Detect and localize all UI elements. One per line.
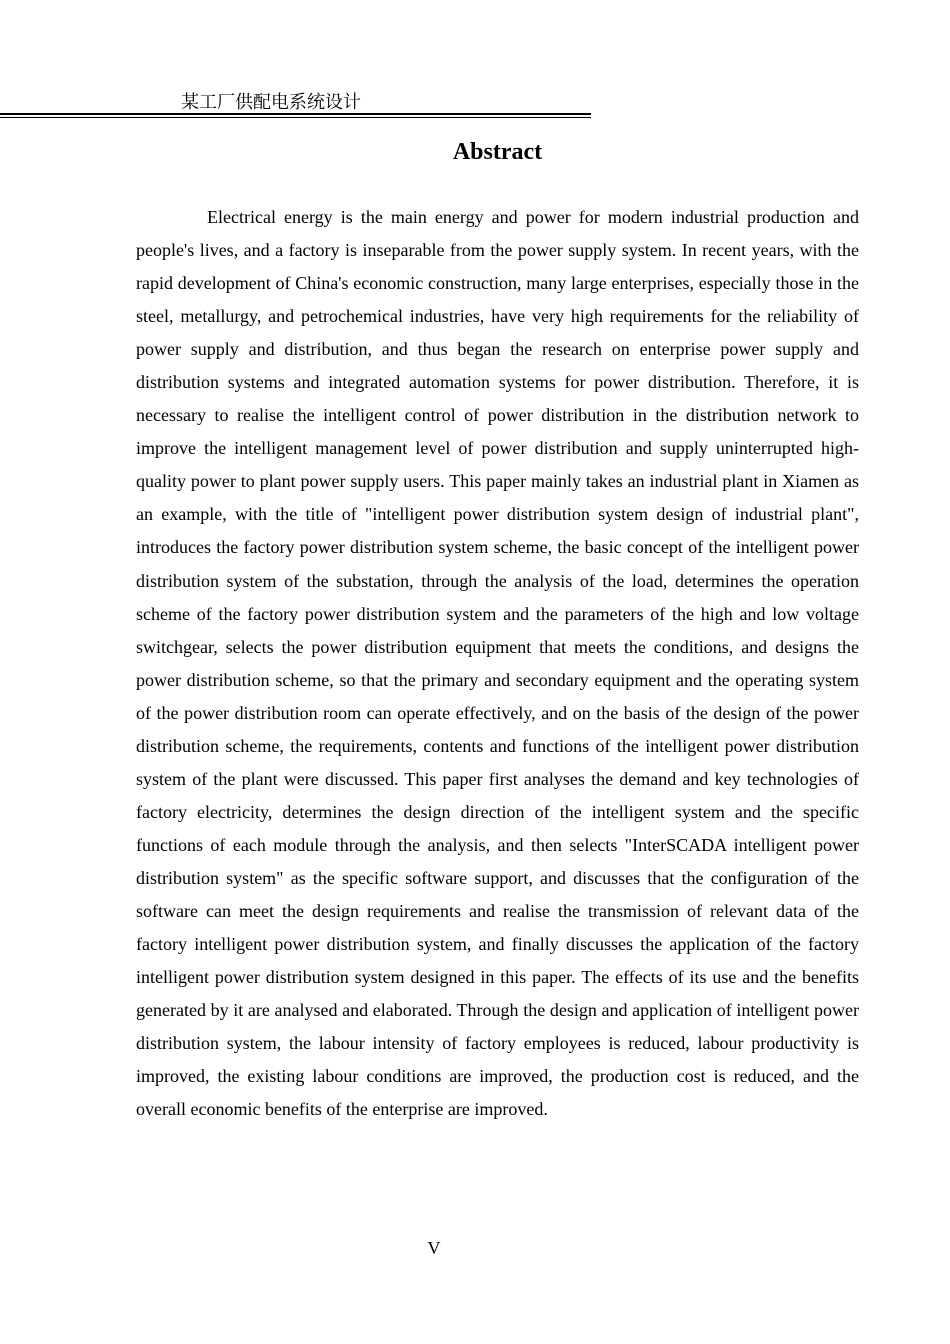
abstract-body: Electrical energy is the main energy and power for modern industrial production and people's lives, and a factory is inseparable from the power supply system. In recent years, with the rapid development of China's economic construction, many large enterprises, especially those in the steel, metallurgy, and petrochemical industries, have very high requirements for the reliability of power supply and distribution, and thus began the research on enterprise power supply and distribution systems and integrated automation systems for power distribution. Therefore, it is necessary to realise the intelligent control of power distribution in the distribution network to improve the intelligent management level of power distribution and supply uninterrupted high-quality power to plant power supply users. This paper mainly takes an industrial plant in Xiamen as an example, with the title of "intelligent power distribution system design of industrial plant", introduces the factory power distribution system scheme, the basic concept of the intelligent power distribution system of the substation, through the analysis of the load, determines the operation scheme of the factory power distribution system and the parameters of the high and low voltage switchgear, selects the power distribution equipment that meets the conditions, and designs the power distribution scheme, so that the primary and secondary equipment and the operating system of the power distribution room can operate effectively, and on the basis of the design of the power distribution scheme, the requirements, contents and functions of the intelligent power distribution system of the plant were discussed. This paper first analyses the demand and key technologies of factory electricity, determines the design direction of the intelligent system and the specific functions of each module through the analysis, and then selects "InterSCADA intelligent power distribution system" as the specific software support, and discusses that the configuration of the software can meet the design requirements and realise the transmission of relevant data of the factory intelligent power distribution system, and finally discusses the application of the factory intelligent power distribution system designed in this paper. The effects of its use and the benefits generated by it are analysed and elaborated. Through the design and application of intelligent power distribution system, the labour intensity of factory employees is reduced, labour productivity is improved, the existing labour conditions are improved, the production cost is reduced, and the overall economic benefits of the enterprise are improved. [136, 207, 859, 1120]
abstract-title: Abstract [452, 139, 543, 165]
running-header-title: 某工厂供配电系统设计 [181, 92, 361, 113]
header-rule [0, 113, 591, 118]
page-number: V [427, 1238, 441, 1258]
